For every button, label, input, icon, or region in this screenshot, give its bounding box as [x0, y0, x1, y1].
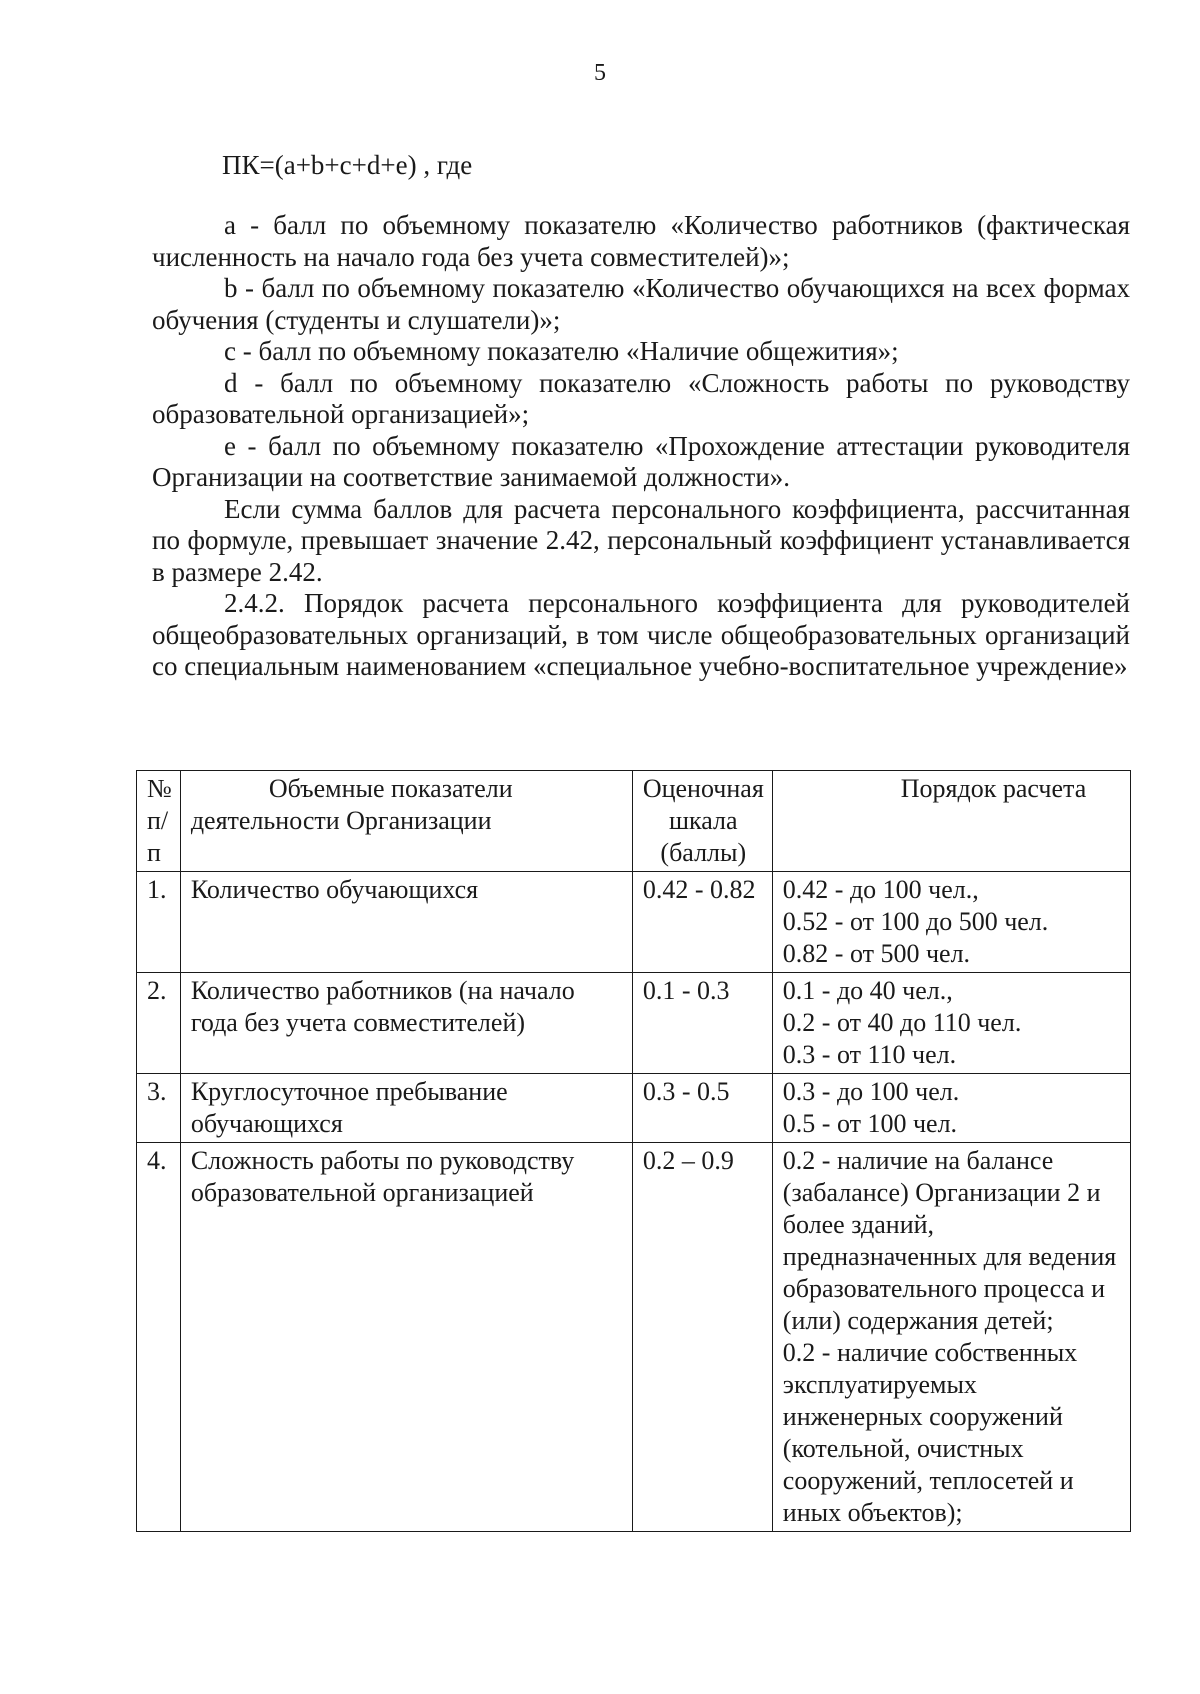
row-indicator: Сложность работы по руководству образовательной организацией — [180, 1143, 632, 1532]
body-text — [152, 210, 1130, 683]
row-scale: 0.1 - 0.3 — [632, 973, 772, 1074]
calc-line: 0.2 - наличие собственных эксплуатируемых инженерных сооружений (котельной, очистных сооружений, теплосетей и иных объектов); — [782, 1338, 1078, 1527]
table-row — [137, 973, 1131, 1074]
row-num: 4. — [137, 1143, 181, 1532]
page-number: 5 — [594, 60, 606, 86]
row-indicator: Круглосуточное пребывание обучающихся — [180, 1074, 632, 1143]
paragraph-c: c - балл по объемному показателю «Наличие общежития»; — [224, 336, 899, 366]
calc-line: 0.5 - от 100 чел. — [782, 1109, 958, 1138]
calc-line: 0.52 - от 100 до 500 чел. — [782, 907, 1049, 936]
paragraph-b: b - балл по объемному показателю «Количество обучающихся на всех формах обучения (студенты и слушатели)»; — [152, 273, 1130, 335]
calc-line: 0.42 - до 100 чел., — [782, 875, 979, 904]
row-calc — [772, 872, 1130, 973]
header-calc: Порядок расчета — [772, 771, 1130, 872]
calc-line: 0.1 - до 40 чел., — [782, 976, 953, 1005]
header-indicator-line1: Объемные показатели — [268, 774, 513, 803]
row-scale: 0.42 - 0.82 — [632, 872, 772, 973]
calc-line: 0.3 - до 100 чел. — [782, 1077, 960, 1106]
row-indicator: Количество работников (на начало года без учета совместителей) — [180, 973, 632, 1074]
indicators-table — [136, 770, 1131, 1532]
calc-line: 0.3 - от 110 чел. — [782, 1040, 957, 1069]
row-num: 1. — [137, 872, 181, 973]
row-scale: 0.2 – 0.9 — [632, 1143, 772, 1532]
table-row — [137, 1074, 1131, 1143]
row-num: 3. — [137, 1074, 181, 1143]
calc-line: 0.2 - наличие на балансе (забалансе) Организации 2 и более зданий, предназначенных для ведения образовательного процесса и (или) содержания детей; — [782, 1146, 1117, 1335]
paragraph-a: a - балл по объемному показателю «Количество работников (фактическая численность на начало года без учета совместителей)»; — [152, 210, 1130, 272]
row-indicator: Количество обучающихся — [180, 872, 632, 973]
header-indicator — [180, 771, 632, 872]
row-scale: 0.3 - 0.5 — [632, 1074, 772, 1143]
row-num: 2. — [137, 973, 181, 1074]
row-calc — [772, 973, 1130, 1074]
row-calc — [772, 1143, 1130, 1532]
paragraph-e: e - балл по объемному показателю «Прохождение аттестации руководителя Организации на соответствие занимаемой должности». — [152, 430, 1130, 492]
row-calc — [772, 1074, 1130, 1143]
paragraph-d: d - балл по объемному показателю «Сложность работы по руководству образовательной организацией»; — [152, 367, 1130, 429]
calc-line: 0.82 - от 500 чел. — [782, 939, 971, 968]
table-row — [137, 872, 1131, 973]
header-scale: Оценочная шкала (баллы) — [632, 771, 772, 872]
header-indicator-line2: деятельности Организации — [190, 806, 492, 835]
table-header-row — [137, 771, 1131, 872]
paragraph-section-2-4-2: 2.4.2. Порядок расчета персонального коэффициента для руководителей общеобразовательных организаций, в том числе общеобразовательных организаций со специальным наименованием «специальное учебно-воспитательное учреждение» — [152, 588, 1130, 681]
header-num: № п/п — [137, 771, 181, 872]
formula: ПК=(a+b+c+d+e) , где — [222, 150, 473, 180]
paragraph-limit: Если сумма баллов для расчета персонального коэффициента, рассчитанная по формуле, превышает значение 2.42, персональный коэффициент устанавливается в размере 2.42. — [152, 493, 1130, 587]
calc-line: 0.2 - от 40 до 110 чел. — [782, 1008, 1022, 1037]
table-row — [137, 1143, 1131, 1532]
